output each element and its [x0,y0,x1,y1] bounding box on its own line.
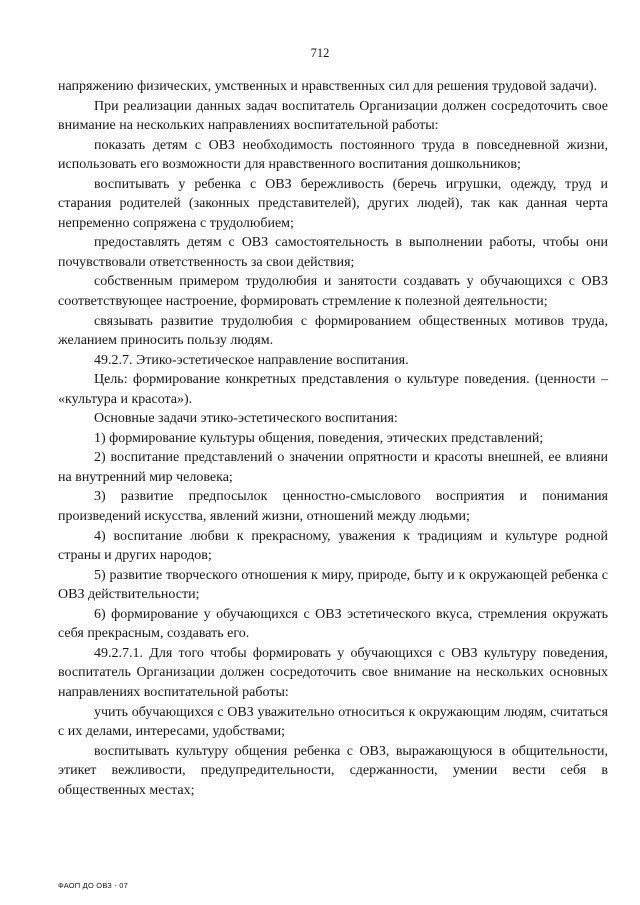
paragraph: учить обучающихся с ОВЗ уважительно относиться к окружающим людям, считаться с их делами, интересами, удобствами; [58,704,608,740]
paragraph: показать детям с ОВЗ необходимость постоянного труда в повседневной жизни, использовать его возможности для нравственного воспитания дошкольников; [58,137,608,173]
paragraph: 1) формирование культуры общения, поведения, этических представлений; [94,430,544,446]
document-body [58,77,608,800]
paragraph: воспитывать у ребенка с ОВЗ бережливость (беречь игрушки, одежду, труд и старания родителей (законных представителей), других людей), так как данная черта непременно сопряжена с трудолюбием; [58,176,608,231]
paragraph: связывать развитие трудолюбия с формированием общественных мотивов труда, желанием приносить пользу людям. [58,313,608,349]
paragraph: напряжению физических, умственных и нравственных сил для решения трудовой задачи). [58,79,598,94]
paragraph: Основные задачи этико-эстетического воспитания: [94,411,398,427]
paragraph: 49.2.7. Этико-эстетическое направление воспитания. [94,352,409,368]
paragraph: 5) развитие творческого отношения к миру, природе, быту и к окружающей ребенка с ОВЗ действительности; [58,567,608,603]
paragraph: собственным примером трудолюбия и занятости создавать у обучающихся с ОВЗ соответствующее настроение, формировать стремление к полезной деятельности; [58,274,608,310]
page-number: 712 [310,46,330,60]
paragraph: 2) воспитание представлений о значении опрятности и красоты внешней, ее влияни на внутренний мир человека; [58,450,608,485]
paragraph: 6) формирование у обучающихся с ОВЗ эстетического вкуса, стремления окружать себя прекрасным, создавать его. [58,606,608,642]
paragraph: 49.2.7.1. Для того чтобы формировать у обучающихся с ОВЗ культуру поведения, воспитатель Организации должен сосредоточить свое внимание на нескольких основных направлениях воспитательной работы: [58,645,608,700]
paragraph: При реализации данных задач воспитатель Организации должен сосредоточить свое внимание на нескольких направлениях воспитательной работы: [58,98,608,134]
footer-code: ФАОП ДО ОВЗ - 07 [58,881,129,890]
paragraph: 4) воспитание любви к прекрасному, уважения к традициям и культуре родной страны и других народов; [58,528,608,564]
paragraph: Цель: формирование конкретных представления о культуре поведения. (ценности – «культура и красота»). [58,372,608,407]
paragraph: воспитывать культуру общения ребенка с ОВЗ, выражающуюся в общительности, этикет вежливости, предупредительности, сдержанности, умении вести себя в общественных местах; [58,743,608,798]
paragraph: предоставлять детям с ОВЗ самостоятельность в выполнении работы, чтобы они почувствовали ответственность за свои действия; [58,235,608,270]
paragraph: 3) развитие предпосылок ценностно-смыслового восприятия и понимания произведений искусства, явлений жизни, отношений между людьми; [58,489,608,525]
